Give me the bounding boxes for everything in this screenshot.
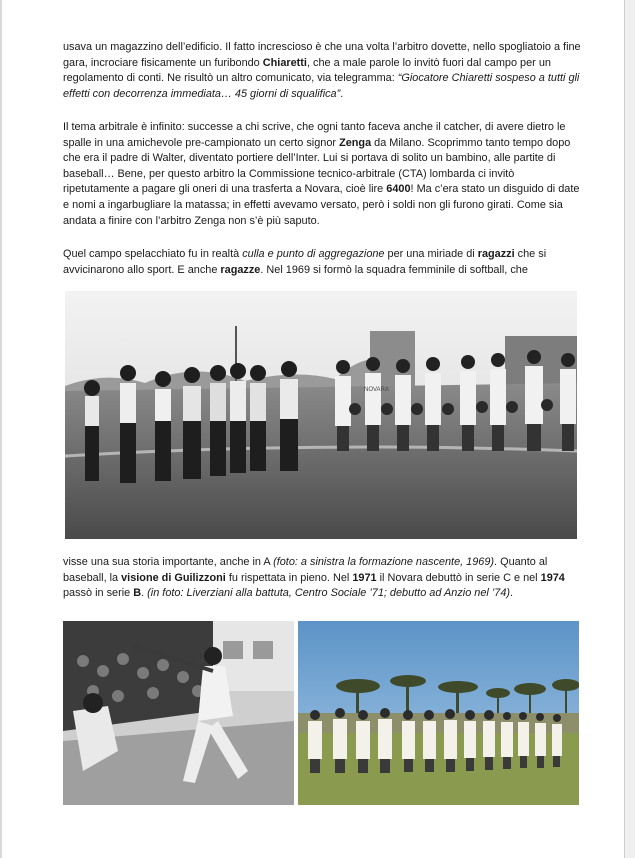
batter-photo: [63, 621, 294, 805]
paragraph-referee-zenga: Il tema arbitrale è infinito: successe a chi scrive, che ogni tanto faceva anche il catcher, di avere dietro le spalle in una amichevole pre-campionato un certo signor Zenga da Milano. Scoprimmo tanto tempo dopo che era il padre di Walter, diventato portiere dell’Inter. Lui si portava di solito un bambino, alle partite di baseball… Bene, per questo arbitro la Commissione tecnico-arbitrale (CTA) lombarda ci invitò ripetutamente a pagare gli oneri di una trasferta a Novara, cioè lire 6400! Ma c’era stato un disguido di date e nomi a ingarbugliare la matassa; in effetti avevamo versato, però i soldi non gli furono girati. Come sia andata a finire con l’arbitro Zenga non s’è più saputo.: [63, 121, 580, 227]
paragraph-field-aggregation: Quel campo spelacchiato fu in realtà culla e punto di aggregazione per una miriade di ragazzi che si avvicinarono allo sport. E anche ragazze. Nel 1969 si formò la squadra femminile di softball, che: [63, 248, 547, 276]
anzio-team-photo: [298, 621, 579, 805]
softball-team-photo: [65, 291, 577, 539]
page-edge: [0, 0, 2, 858]
paragraph-referee-telegram: usava un magazzino dell’edificio. Il fatto increscioso è che una volta l’arbitro dovette, nello spogliatoio a fine gara, incrociare fisicamente un furibondo Chiaretti, che a male parole lo invitò fuori dal campo per un regolamento di conti. Ne risultò un altro comunicato, via telegramma: “Giocatore Chiaretti sospeso a tutti gli effetti con decorrenza immediata… 45 giorni di squalifica”.: [63, 41, 581, 100]
paragraph-baseball-series: visse una sua storia importante, anche in A (foto: a sinistra la formazione nascente, 1969). Quanto al baseball, la visione di Guilizzoni fu rispettata in pieno. Nel 1971 il Novara debuttò in serie C e nel 1974 passò in serie B. (in foto: Liverziani alla battuta, Centro Sociale ’71; debutto ad Anzio nel ’74).: [63, 556, 565, 600]
page-edge: [625, 0, 635, 858]
jersey-lettering: NOVARA: [364, 387, 389, 393]
